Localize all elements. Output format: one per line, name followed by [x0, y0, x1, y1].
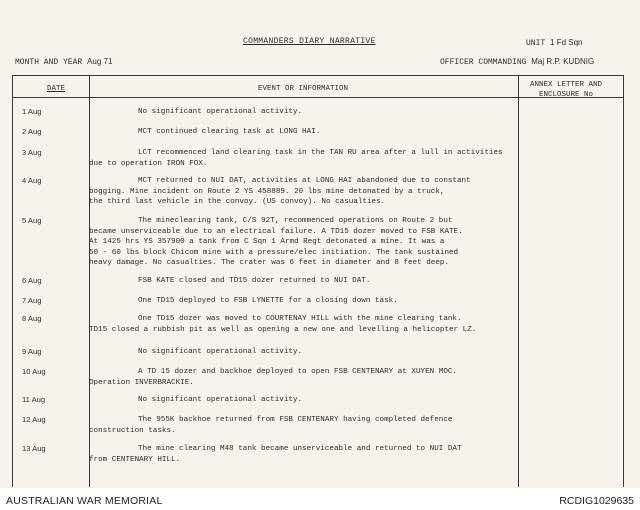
officer-commanding-field	[440, 57, 594, 69]
entry-text-line: A TD 15 dozer and backhoe deployed to open FSB CENTENARY at XUYEN MOC.	[138, 368, 457, 376]
entry-date: 11 Aug	[22, 395, 46, 404]
entry-text-line: The mine clearing M48 tank became unserviceable and returned to NUI DAT	[138, 445, 462, 453]
entry-text-line: The 955K backhoe returned from FSB CENTENARY having completed defence	[138, 416, 453, 424]
unit-value: 1 Fd Sqn	[550, 38, 583, 47]
archive-reference: RCDIG1029635	[559, 495, 634, 507]
column-header-event: EVENT OR INFORMATION	[258, 85, 349, 93]
month-year-value: Aug 71	[87, 57, 113, 66]
entry-text-line: heavy damage. No casualties. The crater was 6 feet in diameter and 8 feet deep.	[89, 259, 450, 267]
entry-date: 12 Aug	[22, 415, 46, 424]
entry-text-line: MCT continued clearing task at LONG HAI.	[138, 128, 321, 136]
entry-text-line: No significant operational activity.	[138, 348, 303, 356]
entry-text-line: bogging. Mine incident on Route 2 YS 458889. 20 lbs mine detonated by a truck,	[89, 187, 445, 196]
entry-text-line: became unserviceable due to an electrical failure. A TD15 dozer moved to FSB KATE.	[89, 227, 463, 236]
entry-date: 13 Aug	[22, 444, 46, 453]
entry-text-line: LCT recommenced land clearing task in the TAN RU area after a lull in activities	[138, 149, 503, 157]
entry-date: 4 Aug	[22, 176, 42, 185]
table-left-rule	[12, 75, 13, 487]
annex-header-line1: ANNEX LETTER AND	[530, 81, 603, 89]
entry-text-line: The mineclearing tank, C/S 92T, recommenced operations on Route 2 but	[138, 217, 453, 225]
entry-text-line: TD15 closed a rubbish pit as well as opening a new one and levelling a helicopter LZ.	[89, 325, 477, 334]
entry-date: 2 Aug	[22, 127, 42, 136]
entry-date: 1 Aug	[22, 107, 42, 116]
month-year-label: MONTH AND YEAR	[15, 58, 83, 67]
entry-text-line: FSB KATE closed and TD15 dozer returned to NUI DAT.	[138, 277, 371, 285]
archive-name: AUSTRALIAN WAR MEMORIAL	[6, 495, 163, 507]
entry-text-line: due to operation IRON FOX.	[89, 159, 208, 168]
entry-text-line: One TD15 dozer was moved to COURTENAY HILL with the mine clearing tank.	[138, 315, 462, 323]
annex-column-rule	[518, 75, 519, 487]
document-title: COMMANDERS DIARY NARRATIVE	[243, 37, 376, 46]
entry-text-line: No significant operational activity.	[138, 108, 303, 116]
month-year-field	[15, 57, 112, 69]
entry-text-line: from CENTENARY HILL.	[89, 455, 181, 464]
table-top-rule	[12, 75, 624, 76]
annex-header-line2: ENCLOSURE No	[539, 91, 594, 99]
entry-date: 10 Aug	[22, 367, 46, 376]
unit-field	[526, 38, 582, 50]
officer-commanding-value: Maj R.P. KUDNIG	[531, 57, 595, 66]
entry-date: 8 Aug	[22, 314, 42, 323]
entry-text-line: Operation INVERBRACKIE.	[89, 378, 194, 387]
entry-text-line: MCT returned to NUI DAT, activities at LONG HAI abandoned due to constant	[138, 177, 471, 185]
entry-text-line: the third last vehicle in the convoy. (US convoy). No casualties.	[89, 198, 386, 206]
entry-date: 9 Aug	[22, 347, 42, 356]
entry-text-line: At 1425 hrs YS 357900 a tank from C Sqn 1 Armd Regt detonated a mine. It was a	[89, 238, 445, 246]
officer-commanding-label: OFFICER COMMANDING	[440, 58, 527, 67]
entry-text-line: 50 - 60 lbs block Chicom mine with a pressure/elec initiation. The tank sustained	[89, 248, 459, 257]
entry-date: 6 Aug	[22, 276, 42, 285]
table-right-rule	[623, 75, 624, 487]
entry-text-line: One TD15 deployed to FSB LYNETTE for a closing down task.	[138, 297, 398, 305]
unit-label: UNIT	[526, 39, 546, 48]
entry-date: 5 Aug	[22, 216, 42, 225]
entry-text-line: No significant operational activity.	[138, 396, 303, 404]
entry-text-line: construction tasks.	[89, 426, 176, 435]
entry-date: 3 Aug	[22, 148, 42, 157]
column-header-date: DATE	[47, 85, 66, 93]
column-header-annex	[530, 80, 602, 100]
entry-date: 7 Aug	[22, 296, 42, 305]
